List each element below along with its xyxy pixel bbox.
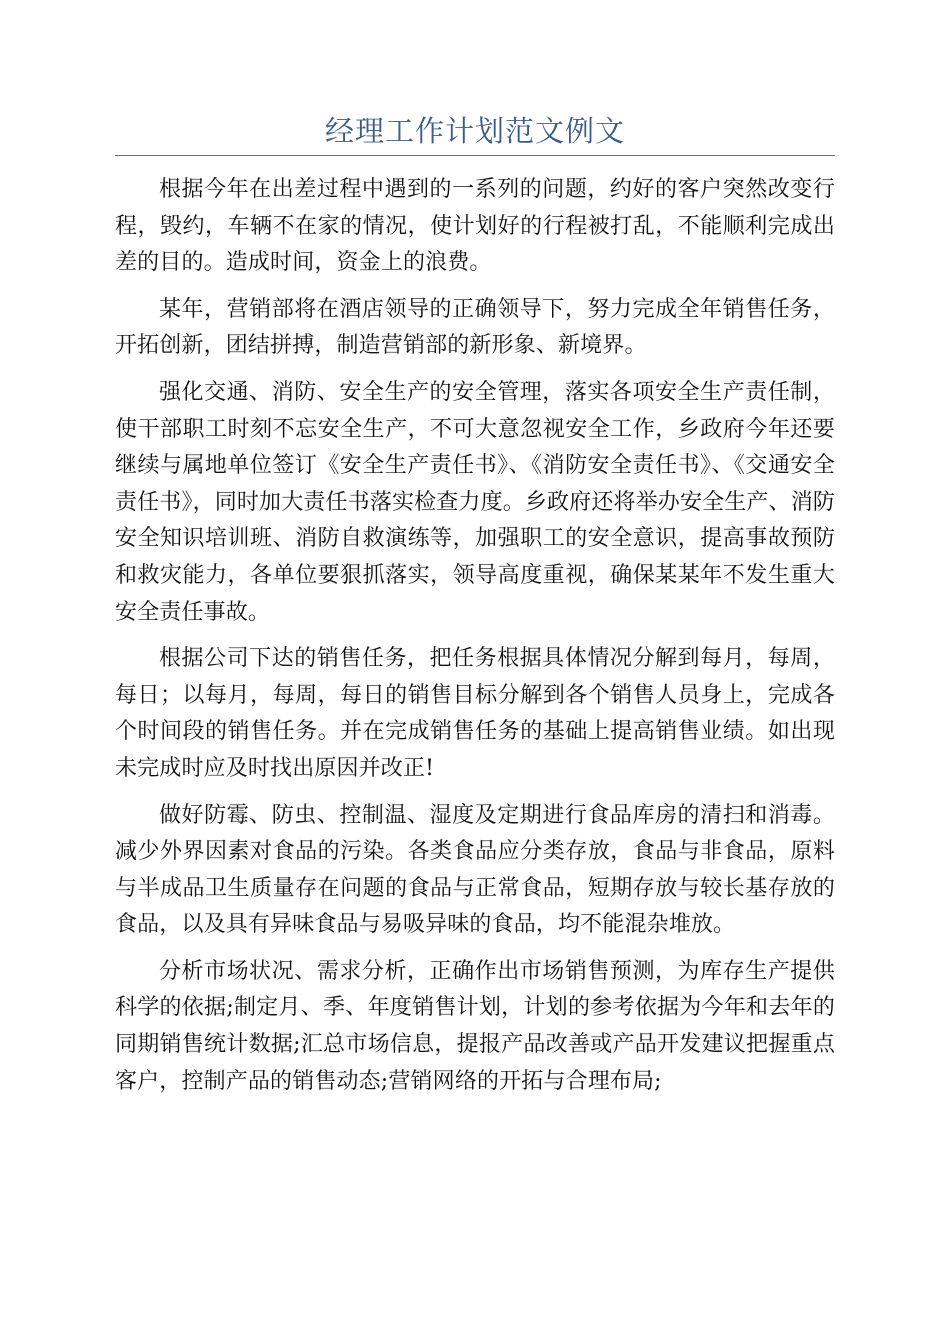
title-underline xyxy=(115,155,835,156)
paragraph-2: 某年，营销部将在酒店领导的正确领导下，努力完成全年销售任务，开拓创新，团结拼搏，制造营销部的新形象、新境界。 xyxy=(115,296,835,359)
paragraph-6: 分析市场状况、需求分析，正确作出市场销售预测，为库存生产提供科学的依据;制定月、季、年度销售计划，计划的参考依据为今年和去年的同期销售统计数据;汇总市场信息，提报产品改善或产品开发建议把握重点客户，控制产品的销售动态;营销网络的开拓与合理布局; xyxy=(115,958,835,1094)
document-body xyxy=(115,172,835,1110)
page-title: 经理工作计划范文例文 xyxy=(324,114,625,148)
paragraph-5: 做好防霉、防虫、控制温、湿度及定期进行食品库房的清扫和消毒。减少外界因素对食品的污染。各类食品应分类存放，食品与非食品，原料与半成品卫生质量存在问题的食品与正常食品，短期存放与较长基存放的食品，以及具有异味食品与易吸异味的食品，均不能混杂堆放。 xyxy=(115,802,835,938)
paragraph-3: 强化交通、消防、安全生产的安全管理，落实各项安全生产责任制，使干部职工时刻不忘安全生产，不可大意忽视安全工作，乡政府今年还要继续与属地单位签订《安全生产责任书》、《消防安全责任书》、《交通安全责任书》，同时加大责任书落实检查力度。乡政府还将举办安全生产、消防安全知识培训班、消防自救演练等，加强职工的安全意识，提高事故预防和救灾能力，各单位要狠抓落实，领导高度重视，确保某某年不发生重大安全责任事故。 xyxy=(115,379,835,625)
paragraph-4: 根据公司下达的销售任务，把任务根据具体情况分解到每月，每周，每日；以每月，每周，每日的销售目标分解到各个销售人员身上，完成各个时间段的销售任务。并在完成销售任务的基础上提高销售业绩。如出现未完成时应及时找出原因并改正! xyxy=(115,646,835,781)
paragraph-1: 根据今年在出差过程中遇到的一系列的问题，约好的客户突然改变行程，毁约，车辆不在家的情况，使计划好的行程被打乱，不能顺利完成出差的目的。造成时间，资金上的浪费。 xyxy=(115,177,835,276)
